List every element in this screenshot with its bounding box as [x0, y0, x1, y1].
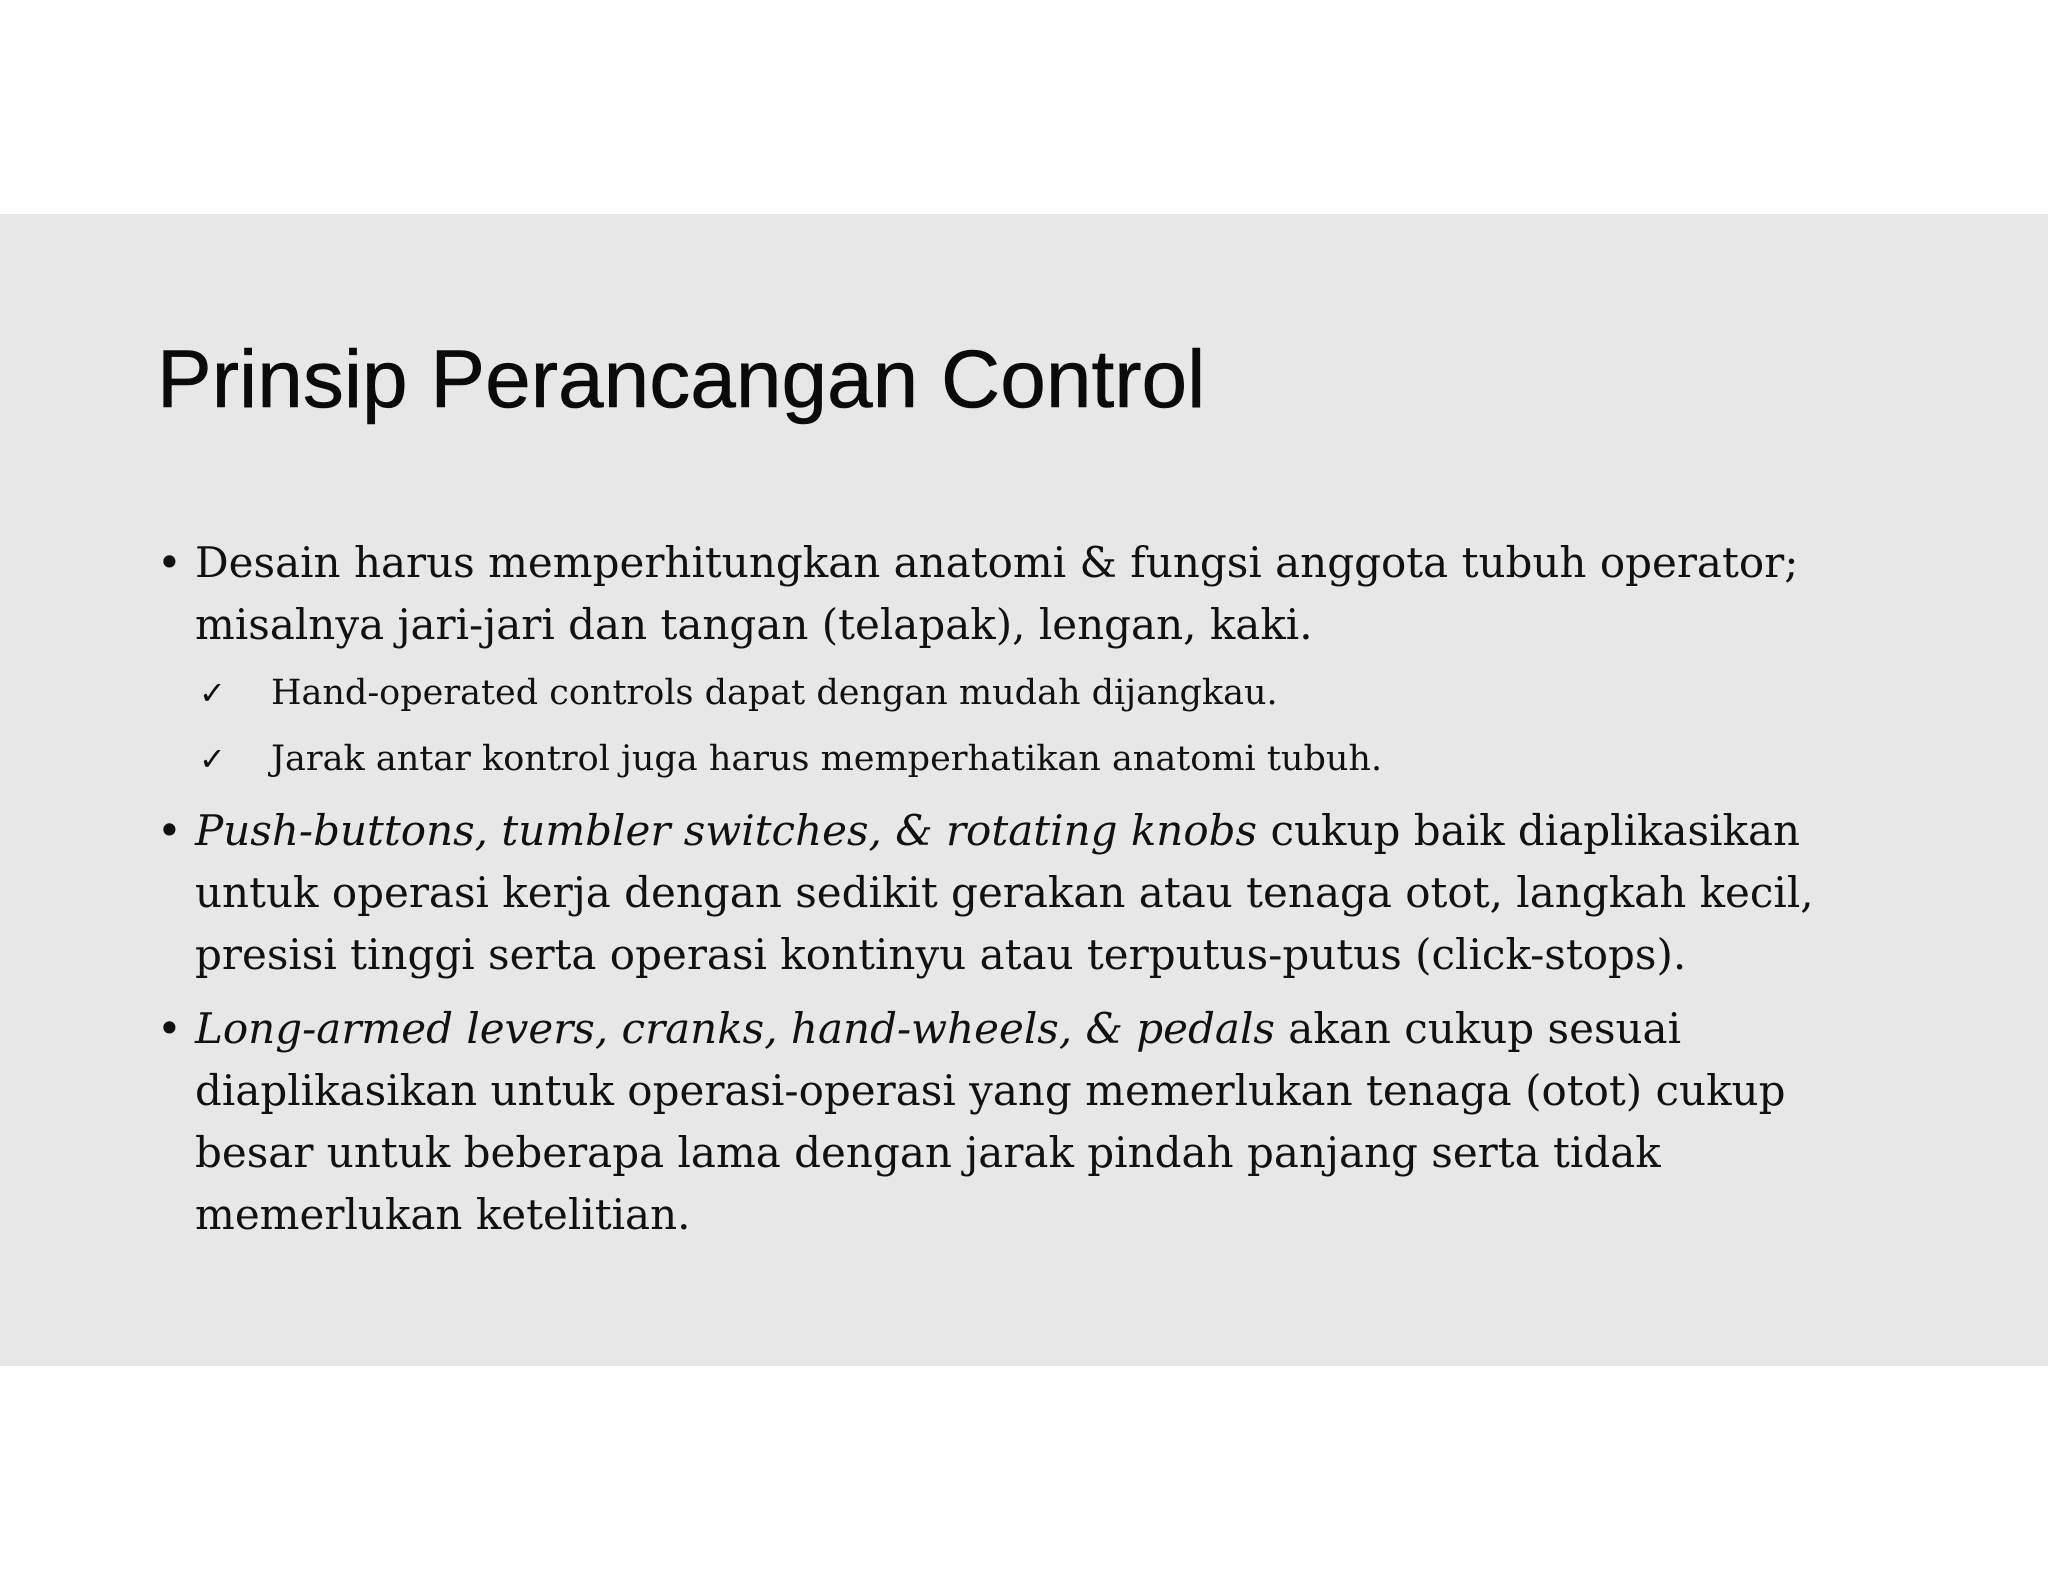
checkmark-icon: ✓ — [199, 740, 226, 778]
slide — [0, 214, 2048, 1366]
bullet-marker: • — [157, 538, 182, 587]
bullet-text: akan cukup sesuai diaplikasikan untuk operasi-operasi yang memerlukan tenaga (otot) cukup besar untuk beberapa lama dengan jarak pindah panjang serta tidak memerlukan ketelitian. — [195, 1004, 1786, 1239]
bullet-italic-text: Long-armed levers, cranks, hand-wheels, & pedals — [195, 1004, 1275, 1053]
bullet-item-3 — [157, 998, 1897, 1246]
bullet-item-2 — [157, 800, 1897, 986]
bullet-marker: • — [157, 806, 182, 855]
bullet-text: cukup baik diaplikasikan untuk operasi kerja dengan sedikit gerakan atau tenaga otot, langkah kecil, presisi tinggi serta operasi kontinyu atau terputus-putus (click-stops). — [195, 806, 1814, 979]
bullet-italic-text: Push-buttons, tumbler switches, & rotating knobs — [195, 806, 1258, 855]
sub-item-text: Hand-operated controls dapat dengan mudah dijangkau. — [271, 673, 1278, 713]
slide-content — [157, 532, 1897, 1258]
sub-item-1 — [157, 668, 1897, 718]
checkmark-icon: ✓ — [199, 674, 226, 712]
bullet-text: Desain harus memperhitungkan anatomi & fungsi anggota tubuh operator; misalnya jari-jari dan tangan (telapak), lengan, kaki. — [195, 538, 1799, 649]
bullet-item-1 — [157, 532, 1897, 656]
bullet-marker: • — [157, 1004, 182, 1053]
sub-item-text: Jarak antar kontrol juga harus memperhatikan anatomi tubuh. — [271, 739, 1383, 779]
sub-item-2 — [157, 734, 1897, 784]
slide-title: Prinsip Perancangan Control — [157, 334, 1206, 425]
